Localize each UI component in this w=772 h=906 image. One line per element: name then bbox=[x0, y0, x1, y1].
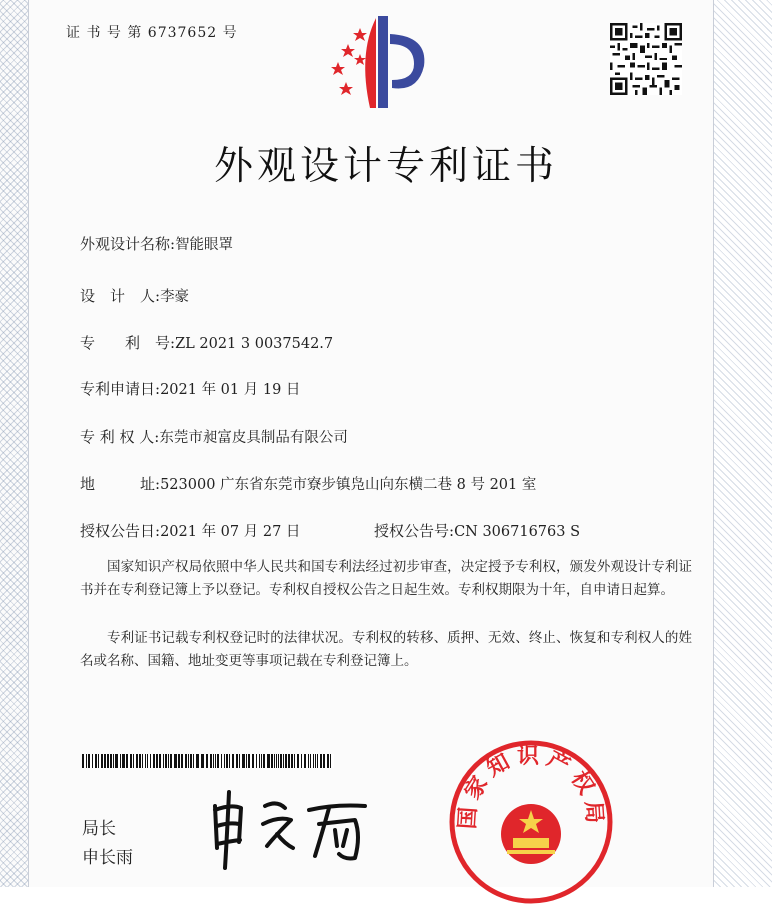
announcement-number-row bbox=[374, 520, 580, 541]
svg-text:国家知识产权局: 国家知识产权局 bbox=[455, 744, 607, 830]
address-label: 地 址: bbox=[80, 475, 161, 493]
patentee-row bbox=[80, 426, 348, 447]
barcode-icon bbox=[82, 754, 334, 768]
designer-label: 设 计 人: bbox=[80, 287, 161, 305]
patent-number-label: 专 利 号: bbox=[80, 334, 176, 352]
patentee-label: 专 利 权 人: bbox=[80, 428, 160, 446]
director-name: 申长雨 bbox=[82, 848, 133, 868]
announcement-number-value: CN 306716763 S bbox=[454, 524, 581, 540]
announcement-number-label: 授权公告号: bbox=[374, 522, 455, 540]
certificate-number: 证 书 号 第 6737652 号 bbox=[66, 25, 238, 41]
grant-date-value: 2021 年 07 月 27 日 bbox=[160, 524, 301, 540]
address-value: 523000 广东省东莞市寮步镇凫山向东横二巷 8 号 201 室 bbox=[160, 477, 537, 493]
design-name-label: 外观设计名称: bbox=[80, 235, 176, 253]
application-date-value: 2021 年 01 月 19 日 bbox=[160, 382, 301, 398]
director-signature bbox=[205, 786, 380, 871]
design-name-row bbox=[80, 233, 233, 254]
director-title: 局长 bbox=[82, 819, 116, 839]
patent-office-logo-icon bbox=[318, 14, 436, 110]
grant-date-label: 授权公告日: bbox=[80, 522, 161, 540]
left-decorative-border bbox=[0, 0, 29, 887]
legal-status-paragraph: 专利证书记载专利权登记时的法律状况。专利权的转移、质押、无效、终止、恢复和专利权人的姓名或名称、国籍、地址变更等事项记载在专利登记簿上。 bbox=[80, 630, 692, 669]
address-row bbox=[80, 473, 536, 494]
application-date-label: 专利申请日: bbox=[80, 380, 161, 398]
official-seal-icon bbox=[447, 738, 615, 906]
designer-value: 李豪 bbox=[160, 289, 190, 305]
right-decorative-border bbox=[713, 0, 772, 887]
grant-date-row bbox=[80, 520, 300, 541]
patent-number-value: ZL 2021 3 0037542.7 bbox=[175, 336, 334, 352]
design-name-value: 智能眼罩 bbox=[175, 237, 234, 253]
patentee-value: 东莞市昶富皮具制品有限公司 bbox=[159, 430, 348, 446]
application-date-row bbox=[80, 378, 300, 399]
patent-number-row bbox=[80, 332, 333, 353]
grant-statement-paragraph: 国家知识产权局依照中华人民共和国专利法经过初步审查，决定授予专利权，颁发外观设计专利证书并在专利登记簿上予以登记。专利权自授权公告之日起生效。专利权期限为十年，自申请日起算。 bbox=[80, 559, 692, 598]
designer-row bbox=[80, 285, 189, 306]
qr-code-icon bbox=[610, 22, 682, 96]
certificate-title: 外观设计专利证书 bbox=[213, 144, 558, 189]
